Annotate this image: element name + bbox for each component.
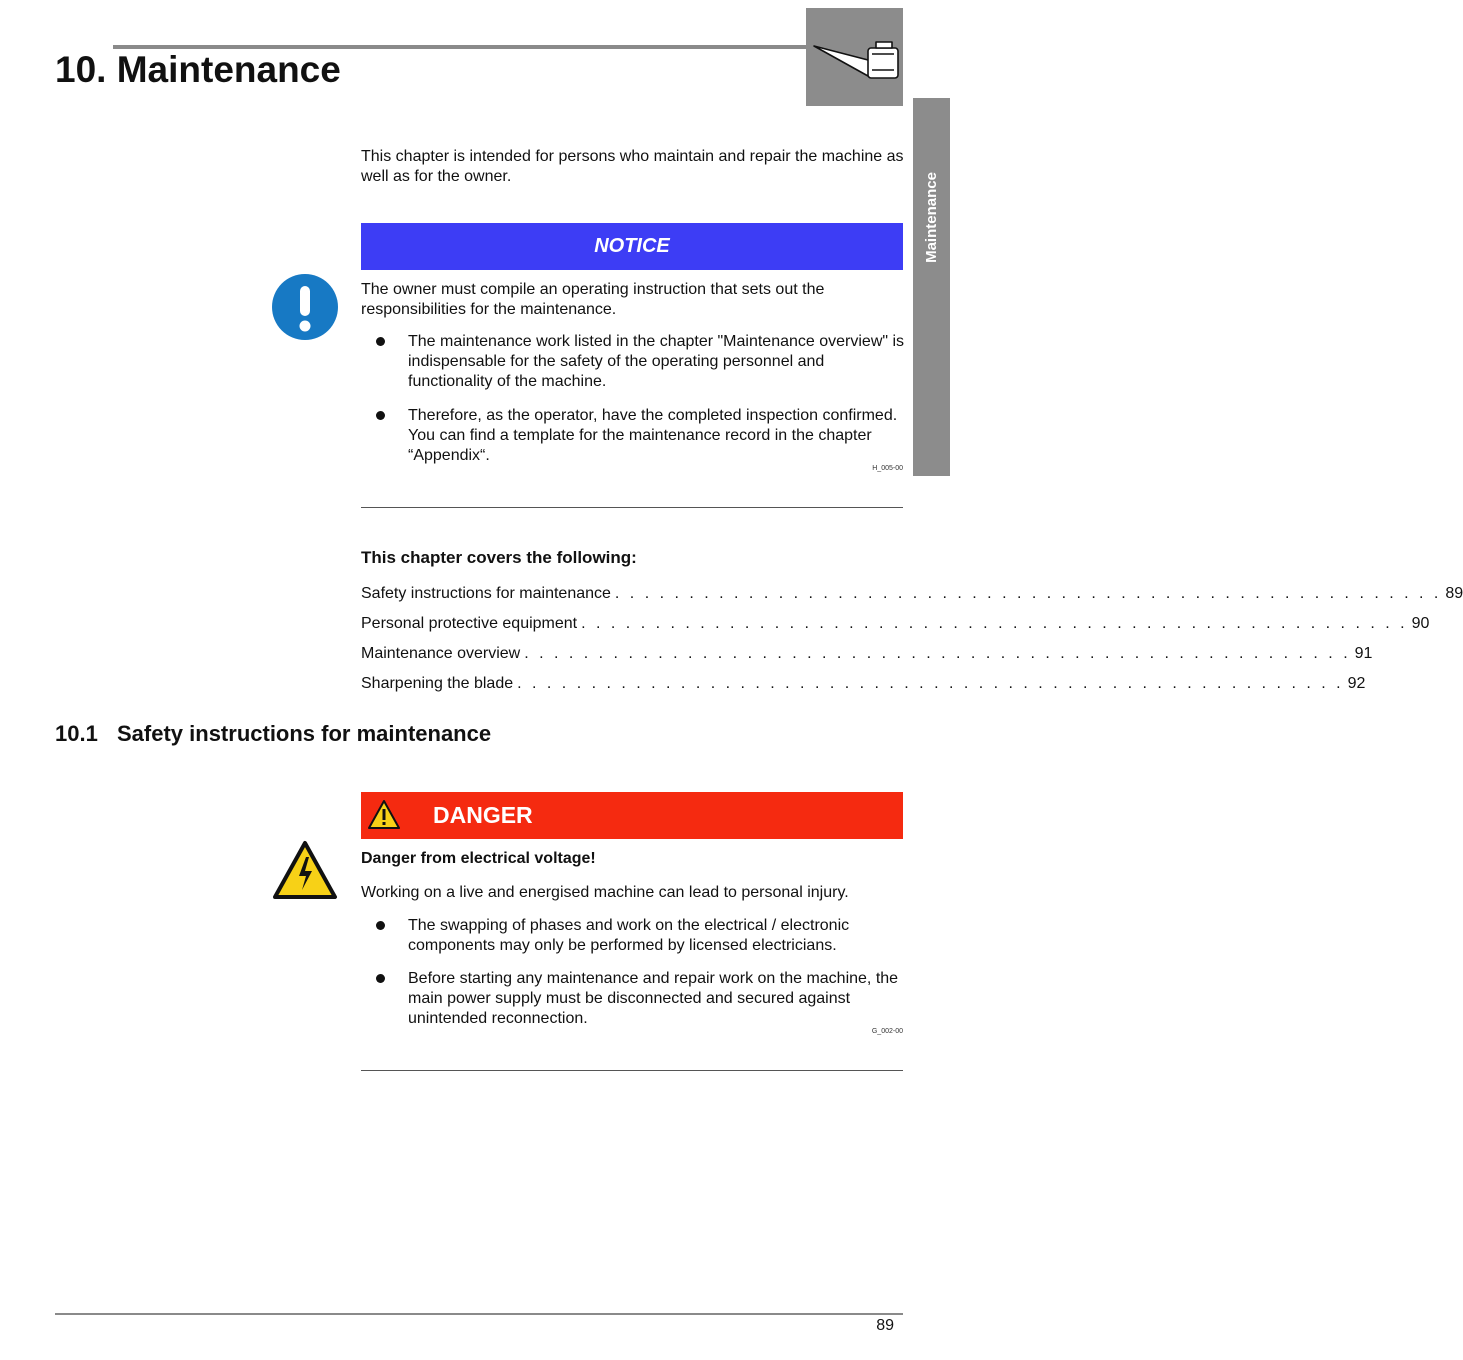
toc-leader: . . . . . . . . . . . . . . . . . . . . . . . . . . . . . . . . . . . . . . . . . . . . . . . . . . . . . . . . [524, 645, 1351, 662]
oil-can-icon [806, 8, 903, 106]
chapter-side-tab[interactable] [913, 98, 950, 476]
danger-bullet: The swapping of phases and work on the electrical / electronic components may only be performed by licensed electricians. [408, 917, 850, 954]
bullet-dot [376, 974, 385, 983]
section-number: 10.1 [55, 721, 98, 746]
toc-item-title: Safety instructions for maintenance [361, 585, 611, 602]
toc-item-title: Personal protective equipment [361, 615, 578, 632]
notice-bullet: The maintenance work listed in the chapter "Maintenance overview" is indispensable for the safety of the operating personnel and functionality of the machine. [408, 333, 905, 390]
toc-leader: . . . . . . . . . . . . . . . . . . . . . . . . . . . . . . . . . . . . . . . . . . . . . . . . . . . . . . . . [581, 615, 1408, 632]
section-divider [361, 507, 903, 508]
toc-item[interactable] [361, 583, 1463, 605]
notice-body: The owner must compile an operating instruction that sets out the responsibilities for the maintenance. [361, 281, 825, 318]
toc-item-page: 90 [1411, 615, 1430, 632]
toc-leader: . . . . . . . . . . . . . . . . . . . . . . . . . . . . . . . . . . . . . . . . . . . . . . . . . . . . . . . . [517, 675, 1344, 692]
danger-text: Working on a live and energised machine can lead to personal injury. [361, 884, 849, 901]
exclamation-circle-icon [272, 274, 338, 340]
electrical-voltage-warning-icon [272, 840, 338, 900]
notice-reference-code: H_005-00 [872, 465, 903, 472]
intro-paragraph: This chapter is intended for persons who maintain and repair the machine as well as for the owner. [361, 148, 904, 185]
danger-bullet: Before starting any maintenance and repair work on the machine, the main power supply must be disconnected and secured against unintended reconnection. [408, 970, 899, 1027]
toc-leader: . . . . . . . . . . . . . . . . . . . . . . . . . . . . . . . . . . . . . . . . . . . . . . . . . . . . . . . . [614, 585, 1442, 602]
toc-item-title: Maintenance overview [361, 645, 521, 662]
bullet-dot [376, 411, 385, 420]
toc-item[interactable] [361, 673, 1366, 695]
danger-title: Danger from electrical voltage! [361, 850, 596, 867]
danger-reference-code: G_002-00 [871, 1028, 903, 1035]
toc-item-page: 89 [1445, 585, 1463, 602]
bullet-dot [376, 921, 385, 930]
danger-banner [361, 792, 903, 839]
page-number: 89 [876, 1317, 894, 1334]
side-tab-label: Maintenance [923, 171, 941, 263]
toc-item-page: 92 [1347, 675, 1366, 692]
section-divider [361, 1070, 903, 1071]
notice-bullet: Therefore, as the operator, have the completed inspection confirmed. You can find a template for the maintenance record in the chapter “Appendix“. [408, 407, 898, 464]
notice-banner [361, 223, 903, 270]
danger-label: DANGER [433, 802, 533, 828]
section-heading [55, 720, 491, 748]
chapter-icon-box [806, 8, 903, 106]
toc-item-title: Sharpening the blade [361, 675, 514, 692]
section-title: Safety instructions for maintenance [117, 721, 492, 746]
notice-label: NOTICE [594, 235, 670, 257]
warning-triangle-icon [367, 799, 401, 830]
bullet-dot [376, 337, 385, 346]
chapter-title: 10. Maintenance [55, 49, 341, 90]
toc-item-page: 91 [1354, 645, 1373, 662]
toc-heading: This chapter covers the following: [361, 548, 637, 567]
footer-rule [55, 1313, 903, 1315]
toc-item[interactable] [361, 643, 1373, 665]
toc-item[interactable] [361, 613, 1430, 635]
